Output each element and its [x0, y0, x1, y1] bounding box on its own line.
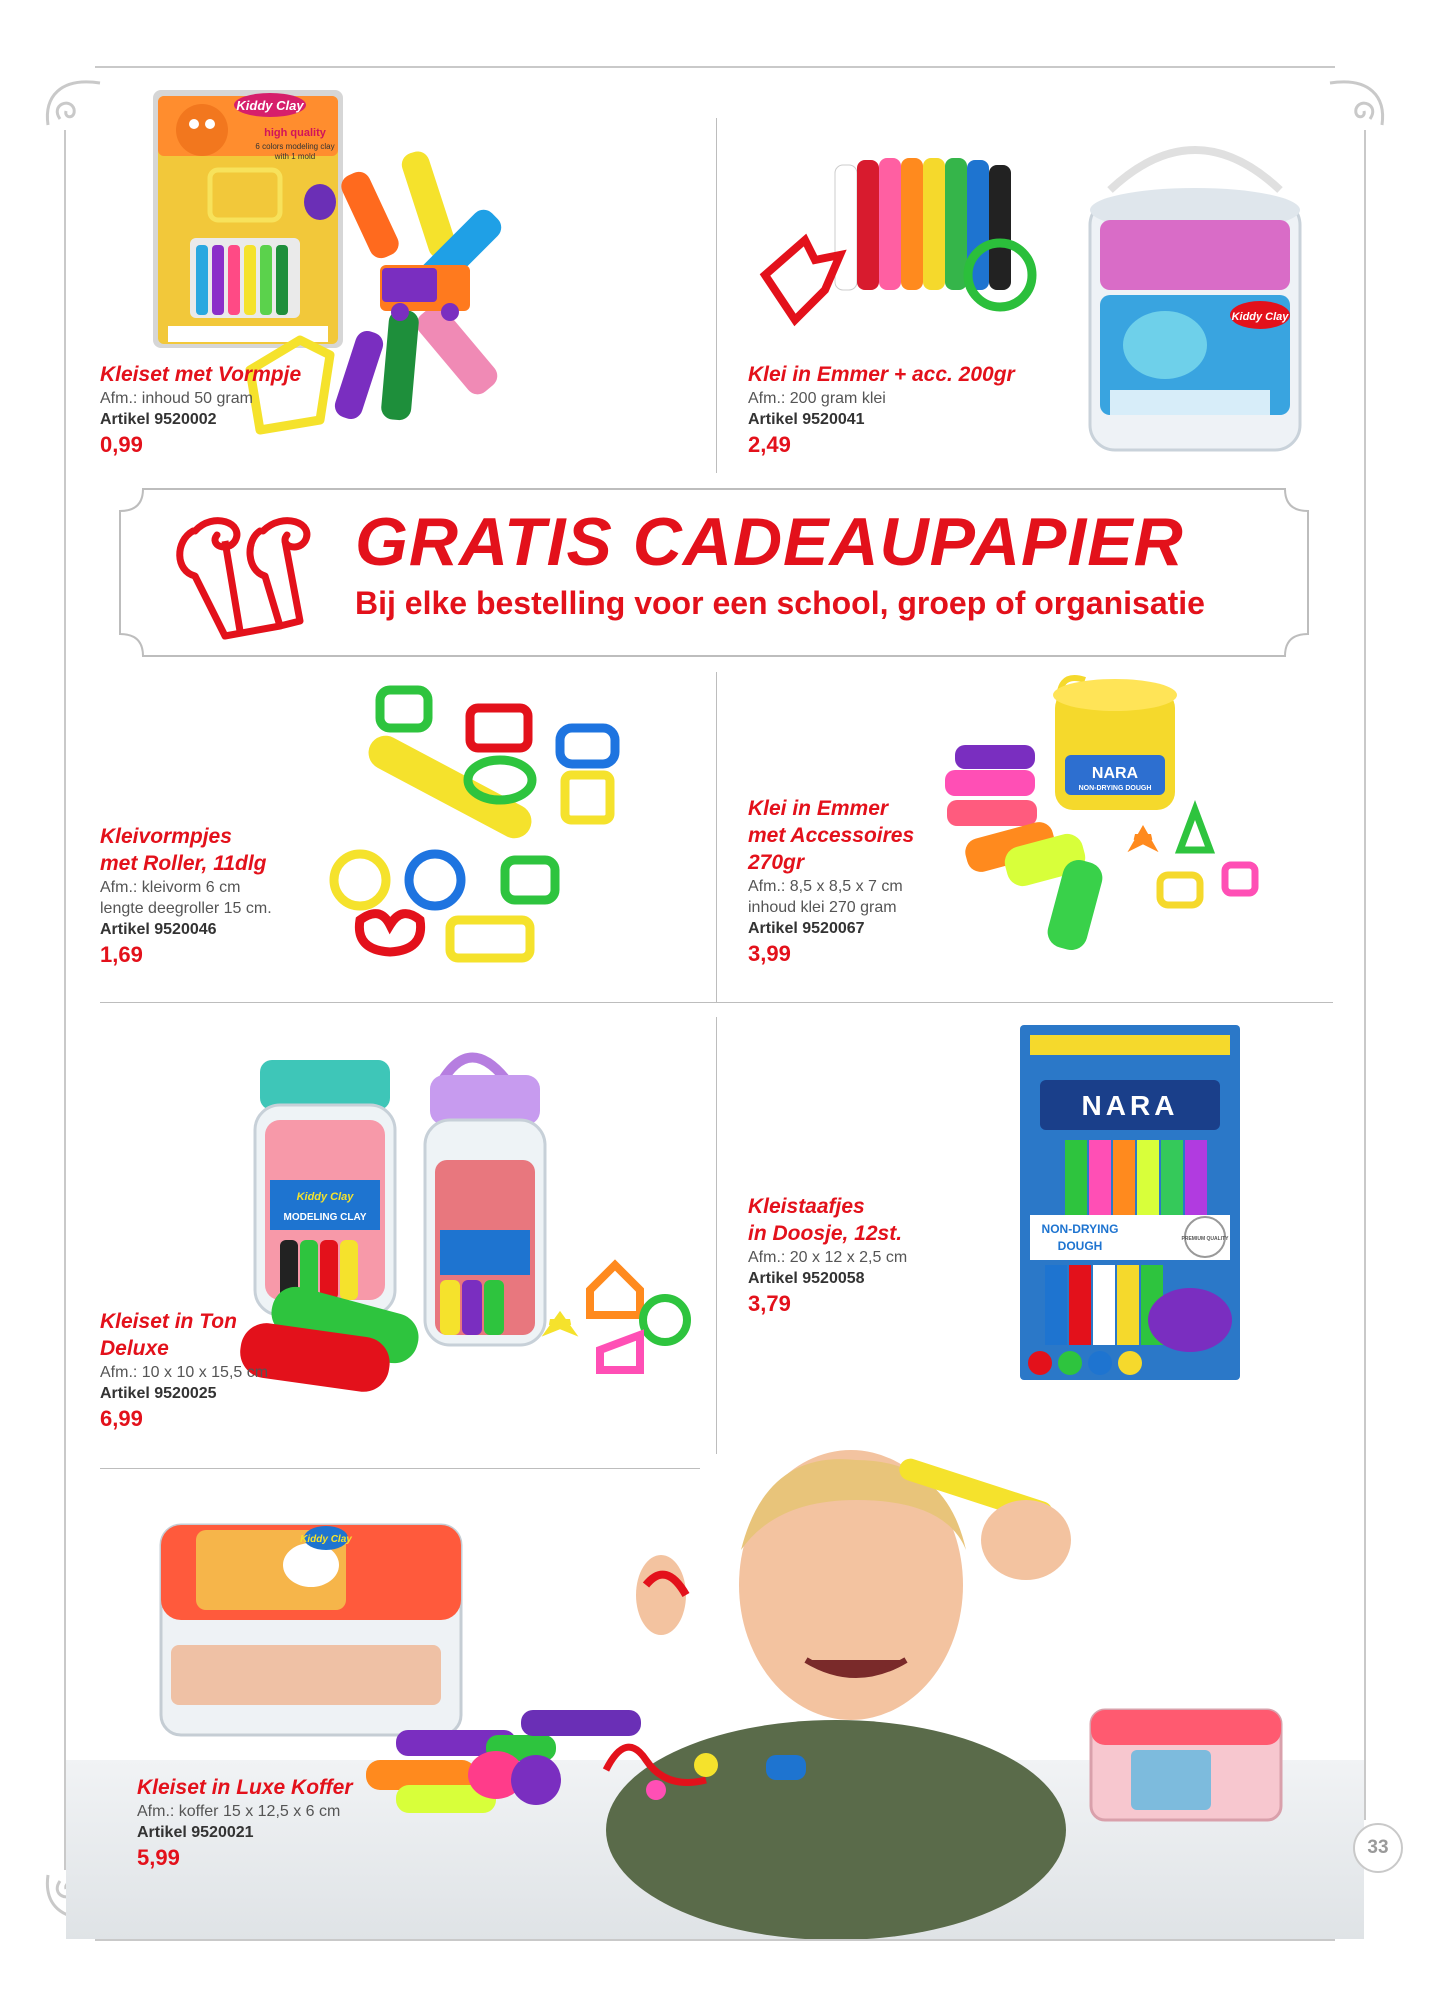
- svg-text:Kiddy Clay: Kiddy Clay: [300, 1534, 352, 1545]
- product-dimensions-2: inhoud klei 270 gram: [748, 899, 897, 916]
- divider-vertical-1: [716, 118, 717, 473]
- product-article-number: Artikel 9520002: [100, 411, 217, 428]
- svg-text:with 1 mold: with 1 mold: [274, 152, 316, 161]
- product-price: 2,49: [748, 432, 791, 457]
- svg-text:DOUGH: DOUGH: [1057, 1239, 1103, 1253]
- product-price: 3,79: [748, 1291, 791, 1316]
- product-image-clay-molds-roller: [320, 680, 700, 990]
- banner-subtitle: Bij elke bestelling voor een school, groep of organisatie: [355, 585, 1205, 621]
- product-title: Kleiset in Ton Deluxe: [100, 1310, 237, 1360]
- divider-horizontal-1: [100, 1002, 1333, 1003]
- product-dimensions: Afm.: 20 x 12 x 2,5 cm: [748, 1249, 908, 1266]
- banner-title: GRATIS CADEAUPAPIER: [355, 504, 1184, 580]
- corner-swirl-top-left-icon: [40, 75, 110, 145]
- frame-right-line: [1364, 130, 1366, 1820]
- product-dimensions: Afm.: 8,5 x 8,5 x 7 cm: [748, 878, 903, 895]
- product-article-number: Artikel 9520025: [100, 1385, 217, 1402]
- product-dimensions: Afm.: kleivorm 6 cm: [100, 879, 241, 896]
- product-kleivormpjes-met-roller: [100, 823, 272, 970]
- svg-text:NARA: NARA: [1091, 765, 1139, 782]
- svg-text:Kiddy Clay: Kiddy Clay: [236, 98, 304, 113]
- free-gift-wrap-banner: [103, 481, 1325, 664]
- gift-wrap-roll-icon: [165, 501, 325, 646]
- product-title: Kleistaafjes in Doosje, 12st.: [748, 1195, 903, 1245]
- product-dimensions: Afm.: 10 x 10 x 15,5 cm: [100, 1364, 269, 1381]
- product-image-clay-sticks-box: [1020, 1025, 1240, 1380]
- product-title: Klei in Emmer + acc. 200gr: [748, 363, 1015, 386]
- product-article-number: Artikel 9520067: [748, 920, 865, 937]
- product-article-number: Artikel 9520058: [748, 1270, 865, 1287]
- product-dimensions-2: lengte deegroller 15 cm.: [100, 900, 272, 917]
- product-title: Kleiset met Vormpje: [100, 363, 302, 386]
- svg-text:high quality: high quality: [264, 127, 326, 139]
- svg-text:PREMIUM QUALITY: PREMIUM QUALITY: [1181, 1236, 1229, 1242]
- divider-vertical-3: [716, 1017, 717, 1454]
- product-price: 0,99: [100, 432, 143, 457]
- svg-text:NON-DRYING: NON-DRYING: [1041, 1222, 1119, 1236]
- product-kleiset-in-luxe-koffer: [137, 1774, 353, 1873]
- page-number: 33: [1353, 1823, 1403, 1873]
- product-price: 3,99: [748, 941, 791, 966]
- svg-text:NON-DRYING DOUGH: NON-DRYING DOUGH: [1078, 785, 1152, 792]
- frame-bottom-line: [95, 1939, 1335, 1941]
- product-kleistaafjes-in-doosje: [748, 1193, 907, 1319]
- corner-swirl-top-right-icon: [1320, 75, 1390, 145]
- svg-text:MODELING CLAY: MODELING CLAY: [283, 1212, 367, 1223]
- product-title: Klei in Emmer met Accessoires 270gr: [748, 797, 915, 874]
- product-title: Kleivormpjes met Roller, 11dlg: [100, 825, 267, 875]
- frame-top-line: [95, 66, 1335, 68]
- product-dimensions: Afm.: 200 gram klei: [748, 390, 886, 407]
- product-price: 6,99: [100, 1406, 143, 1431]
- product-klei-in-emmer-met-accessoires: [748, 795, 914, 969]
- divider-vertical-2: [716, 672, 717, 1002]
- svg-text:Kiddy Clay: Kiddy Clay: [296, 1191, 354, 1203]
- product-article-number: Artikel 9520041: [748, 411, 865, 428]
- product-price: 1,69: [100, 942, 143, 967]
- product-title: Kleiset in Luxe Koffer: [137, 1776, 353, 1799]
- product-image-clay-bucket-accessories: [935, 670, 1295, 970]
- product-kleiset-met-vormpje: [100, 361, 301, 460]
- product-kleiset-in-ton-deluxe: [100, 1308, 268, 1434]
- product-article-number: Artikel 9520021: [137, 1824, 254, 1841]
- product-dimensions: Afm.: inhoud 50 gram: [100, 390, 253, 407]
- product-klei-in-emmer-200gr: [748, 361, 1015, 460]
- product-article-number: Artikel 9520046: [100, 921, 217, 938]
- svg-text:NARA: NARA: [1081, 1090, 1179, 1121]
- product-dimensions: Afm.: koffer 15 x 12,5 x 6 cm: [137, 1803, 341, 1820]
- svg-text:Kiddy Clay: Kiddy Clay: [1231, 311, 1289, 323]
- svg-text:6 colors modeling clay: 6 colors modeling clay: [255, 142, 335, 151]
- product-image-clay-jar-deluxe: [240, 1030, 705, 1410]
- product-price: 5,99: [137, 1845, 180, 1870]
